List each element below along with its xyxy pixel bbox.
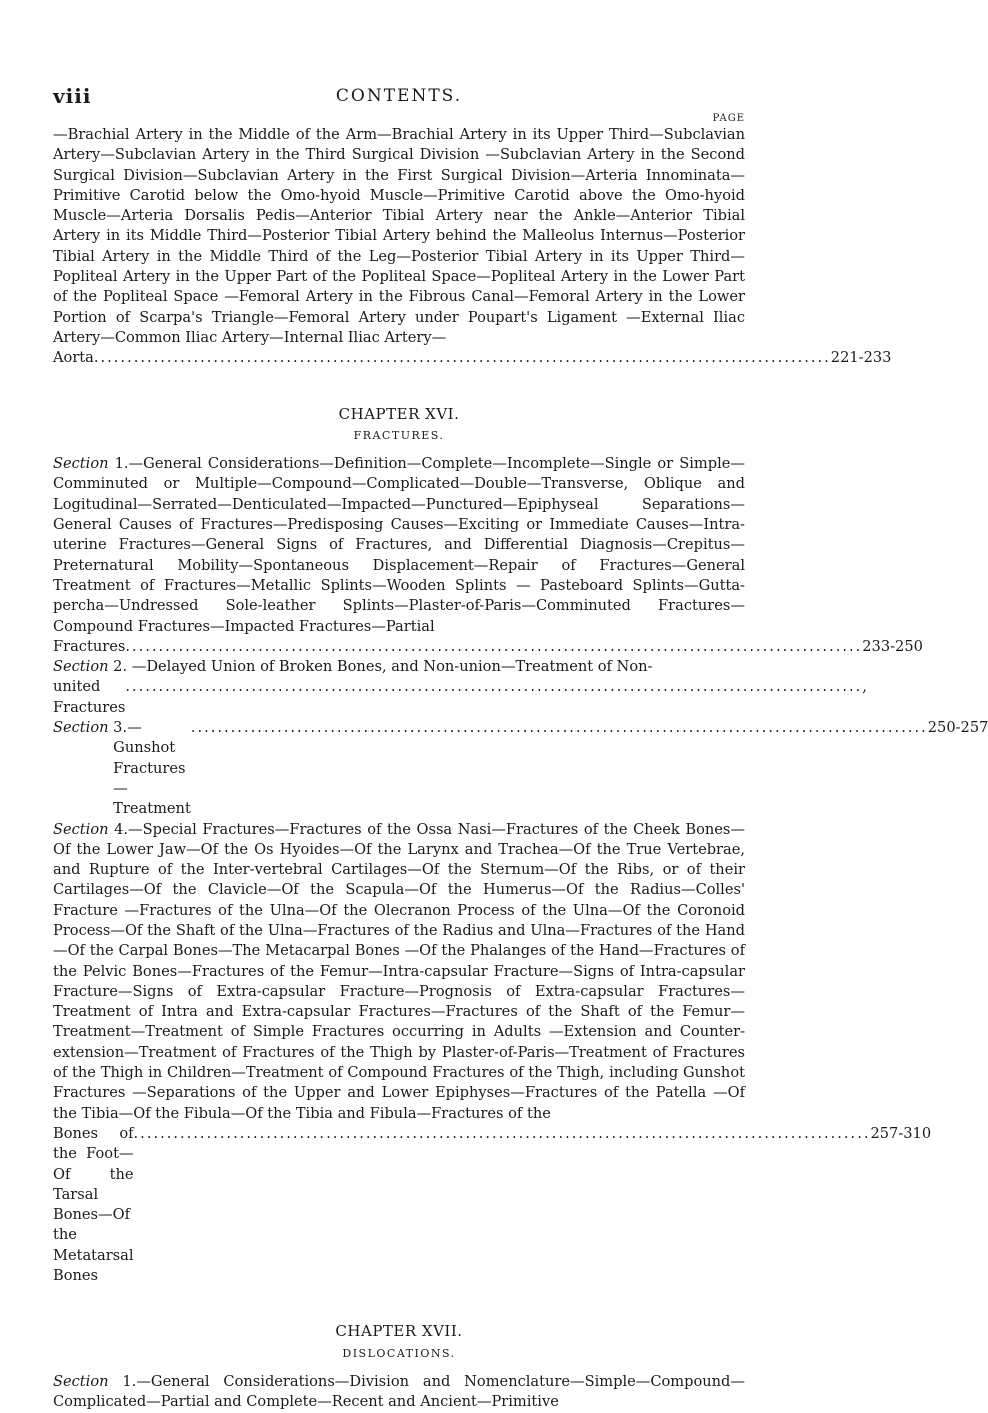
- contents-entry: [53, 125, 892, 369]
- contents-body: [53, 125, 988, 1413]
- chapter-subheading: FRACTURES.: [353, 428, 445, 442]
- page-range: 221-233: [830, 349, 892, 367]
- folio: viii: [53, 84, 92, 108]
- page-range: ,: [862, 678, 867, 696]
- running-head: CONTENTS.: [335, 86, 463, 106]
- section-entry: Section 4.—Special Fractures—Fractures of the Ossa Nasi—Fractures of the Cheek Bones—Of the Lower Jaw—Of the Os Hyoides—Of the Larynx and Trachea—Of the True Vertebrae, and Rupture of the Inter-vertebral Cartilages—Of the Sternum—Of the Ribs, or of their Cartilages—Of the Clavicle—Of the Scapula—Of the Humerus—Of the Radius—Colles' Fracture —Fractures of the Ulna—Of the Olecranon Process of the Ulna—Of the Coronoid Process—Of the Shaft of the Ulna—Fractures of the Radius and Ulna—Fractures of the Hand—Of the Carpal Bones—The Metacarpal Bones —Of the Phalanges of the Hand—Fractures of the Pelvic Bones—Fractures of the Femur—Intra-capsular Fracture—Signs of Intra-capsular Fracture—Signs of Extra-capsular Fracture—Prognosis of Extra-capsular Fractures—Treatment of Intra and Extra-capsular Fractures—Fractures of the Shaft of the Femur—Treatment—Treatment of Simple Fractures occurring in Adults —Extension and Counter-extension—Treatment of Fractures of the Thigh by Plaster-of-Paris—Treatment of Fractures of the Thigh in Children—Treatment of Compound Fractures of the Thigh, including Gunshot Fractures —Separations of the Upper and Lower Epiphyses—Fractures of the Patella —Of the Tibia—Of the Fibula—Of the Tibia and Fibula—Fractures of the Bones of the Foot—Of the Tarsal Bones—Of the Metatarsal Bones ............................................................................................................... 257-310: [53, 820, 932, 1285]
- page-header: [53, 84, 745, 124]
- entry-tail: Aorta ............................................................................................................... 221-233: [53, 348, 745, 368]
- section-entry: Section 2. —Delayed Union of Broken Bones, and Non-union—Treatment of Non- united Fractures ............................................................................................................... ,: [53, 658, 867, 716]
- chapter-subheading: DISLOCATIONS.: [342, 1346, 456, 1360]
- chapter-heading: CHAPTER XVI.: [338, 404, 460, 423]
- page-range: 250-257: [927, 719, 988, 737]
- section-entry: Section 1.—General Considerations—Division and Nomenclature—Simple—Compound—Complicated—Partial and Complete—Recent and Ancient—Primitive: [53, 1372, 745, 1411]
- page-range: 233-250: [862, 637, 923, 655]
- chapter-heading: CHAPTER XVII.: [335, 1322, 463, 1341]
- section-entry: Section 3.—Gunshot Fractures—Treatment ............................................................................................................... 250-257: [53, 719, 988, 818]
- section-entry: Section 1.—General Considerations—Definition—Complete—Incomplete—Single or Simple—Comminuted or Multiple—Compound—Complicated—Double—Transverse, Oblique and Logitudinal—Serrated—Denticulated—Impacted—Punctured—Epiphyseal Separations—General Causes of Fractures—Predisposing Causes—Exciting or Immediate Causes—Intra-uterine Fractures—General Signs of Fractures, and Differential Diagnosis—Crepitus—Preternatural Mobility—Spontaneous Displacement—Repair of Fractures—General Treatment of Fractures—Metallic Splints—Wooden Splints — Pasteboard Splints—Gutta-percha—Undressed Sole-leather Splints—Plaster-of-Paris—Comminuted Fractures—Compound Fractures—Impacted Fractures—Partial Fractures ............................................................................................................... 233-250: [53, 454, 745, 657]
- page-column-label: PAGE: [712, 113, 745, 124]
- page-range: 257-310: [870, 1124, 932, 1142]
- entry-text: —Brachial Artery in the Middle of the Arm—Brachial Artery in its Upper Third—Subclavian Artery—Subclavian Artery in the Third Surgical Division —Subclavian Artery in the Second Surgical Division—Subclavian Artery in the First Surgical Division—Arteria Innominata—Primitive Carotid below the Omo-hyoid Muscle—Primitive Carotid above the Omo-hyoid Muscle—Arteria Dorsalis Pedis—Anterior Tibial Artery near the Ankle—Anterior Tibial Artery in its Middle Third—Posterior Tibial Artery behind the Malleolus Internus—Posterior Tibial Artery in the Middle Third of the Leg—Posterior Tibial Artery in its Upper Third—Popliteal Artery in the Upper Part of the Popliteal Space—Popliteal Artery in the Lower Part of the Popliteal Space —Femoral Artery in the Fibrous Canal—Femoral Artery in the Lower Portion of Scarpa's Triangle—Femoral Artery under Poupart's Ligament —External Iliac Artery—Common Iliac Artery—Internal Iliac Artery—: [53, 126, 745, 346]
